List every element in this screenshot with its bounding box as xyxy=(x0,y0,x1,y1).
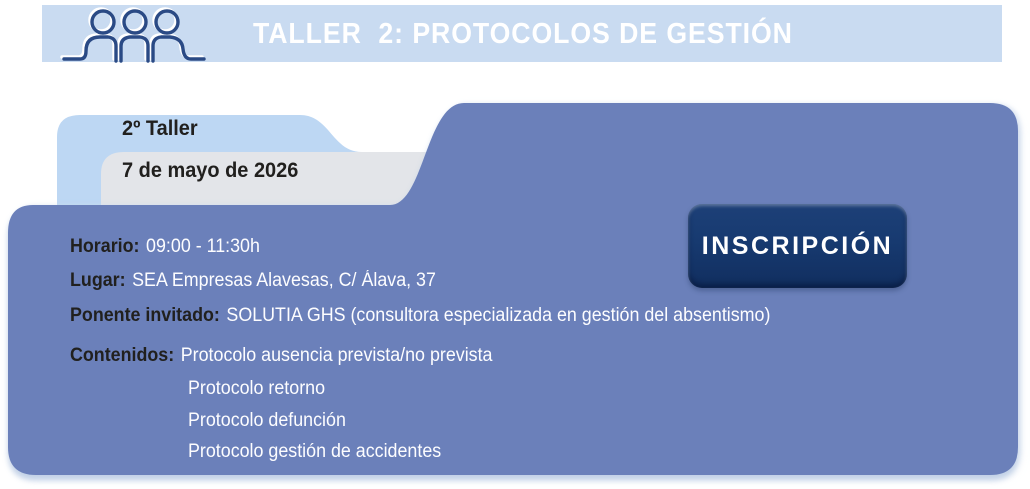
tab-taller-label: 2º Taller xyxy=(122,117,198,140)
inscription-button[interactable] xyxy=(688,204,907,288)
ponente-label: Ponente invitado: xyxy=(70,305,220,326)
horario-label: Horario: xyxy=(70,236,140,257)
contenidos-label: Contenidos: xyxy=(70,345,175,366)
lugar-value: SEA Empresas Alavesas, C/ Álava, 37 xyxy=(132,270,436,291)
contenidos-item: Protocolo ausencia prevista/no prevista xyxy=(180,345,493,366)
lugar-label: Lugar: xyxy=(70,270,126,291)
horario-value: 09:00 - 11:30h xyxy=(146,236,260,257)
detail-row-contenidos xyxy=(70,345,493,367)
detail-row-ponente xyxy=(70,305,770,327)
contenidos-item: Protocolo retorno xyxy=(188,378,326,399)
tab-date-label: 7 de mayo de 2026 xyxy=(122,159,299,182)
contenidos-item: Protocolo defunción xyxy=(188,410,346,431)
contenidos-item: Protocolo gestión de accidentes xyxy=(188,441,442,462)
ponente-value: SOLUTIA GHS (consultora especializada en gestión del absentismo) xyxy=(226,305,771,326)
detail-row-lugar xyxy=(70,270,436,292)
inscription-button-label: INSCRIPCIÓN xyxy=(701,231,894,260)
page-title: TALLER 2: PROTOCOLOS DE GESTIÓN xyxy=(253,18,793,50)
detail-row-horario xyxy=(70,236,260,258)
